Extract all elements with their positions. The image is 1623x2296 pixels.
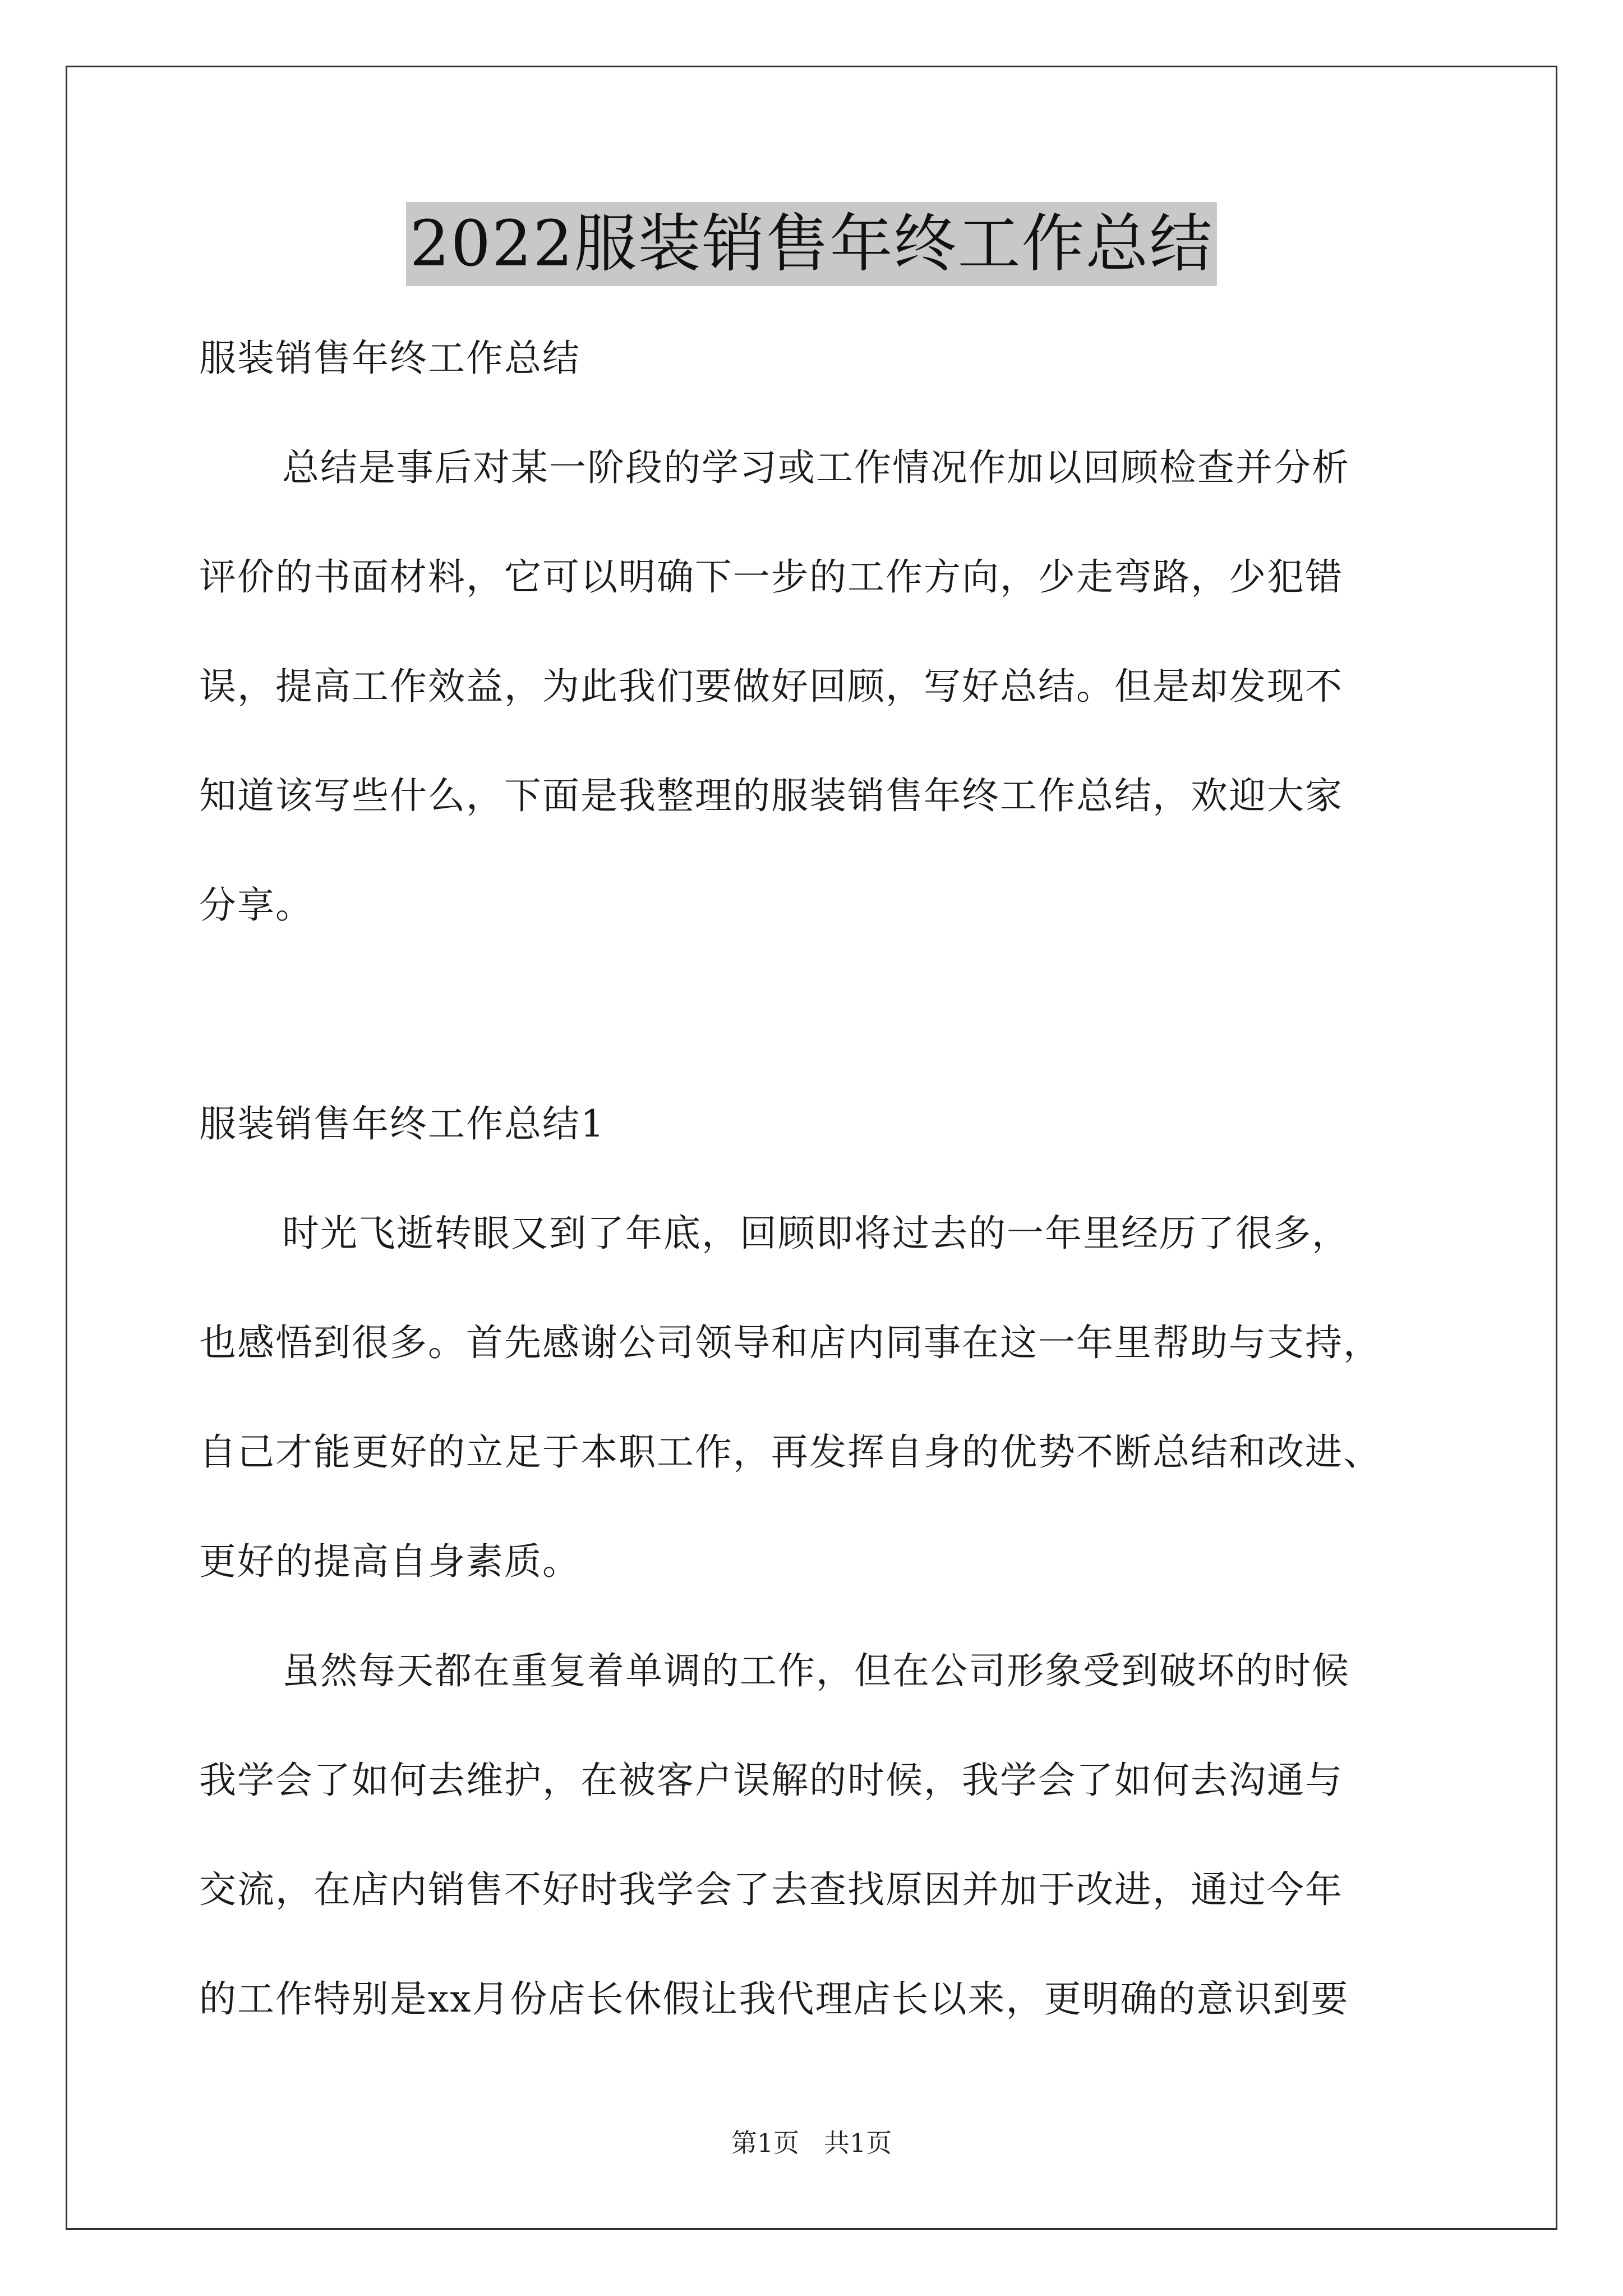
- document-body: [199, 331, 1433, 2027]
- paragraph-line: 也感悟到很多。首先感谢公司领导和店内同事在这一年里帮助与支持，: [199, 1321, 1381, 1364]
- section1-paragraph-2: [199, 1644, 1433, 2027]
- paragraph-line: 分享。: [199, 884, 313, 927]
- section1-paragraph-1: [199, 1206, 1433, 1589]
- paragraph-line: 交流，在店内销售不好时我学会了去查找原因并加于改进，通过今年: [199, 1868, 1343, 1911]
- page-footer: [0, 2126, 1623, 2160]
- document-title: 2022服装销售年终工作总结: [406, 202, 1216, 286]
- document-subtitle: 服装销售年终工作总结: [199, 337, 580, 380]
- paragraph-line: 的工作特别是xx月份店长休假让我代理店长以来，更明确的意识到要: [199, 1977, 1349, 2021]
- title-container: [0, 202, 1623, 286]
- paragraph-line: 误，提高工作效益，为此我们要做好回顾，写好总结。但是却发现不: [199, 665, 1343, 708]
- paragraph-line: 更好的提高自身素质。: [199, 1540, 580, 1583]
- paragraph-line: 虽然每天都在重复着单调的工作，但在公司形象受到破坏的时候: [282, 1649, 1350, 1692]
- paragraph-line: 时光飞逝转眼又到了年底，回顾即将过去的一年里经历了很多，: [282, 1212, 1350, 1255]
- page-number-total: 共1页: [824, 2128, 892, 2158]
- paragraph-line: 知道该写些什么，下面是我整理的服装销售年终工作总结，欢迎大家: [199, 774, 1343, 817]
- intro-paragraph: [199, 440, 1433, 933]
- paragraph-line: 自己才能更好的立足于本职工作，再发挥自身的优势不断总结和改进、: [199, 1430, 1381, 1474]
- section-heading: 服装销售年终工作总结1: [199, 1102, 605, 1145]
- page-number-current: 第1页: [731, 2128, 799, 2158]
- paragraph-line: 评价的书面材料，它可以明确下一步的工作方向，少走弯路，少犯错: [199, 555, 1343, 599]
- paragraph-line: 总结是事后对某一阶段的学习或工作情况作加以回顾检查并分析: [282, 446, 1350, 489]
- paragraph-line: 我学会了如何去维护，在被客户误解的时候，我学会了如何去沟通与: [199, 1759, 1343, 1802]
